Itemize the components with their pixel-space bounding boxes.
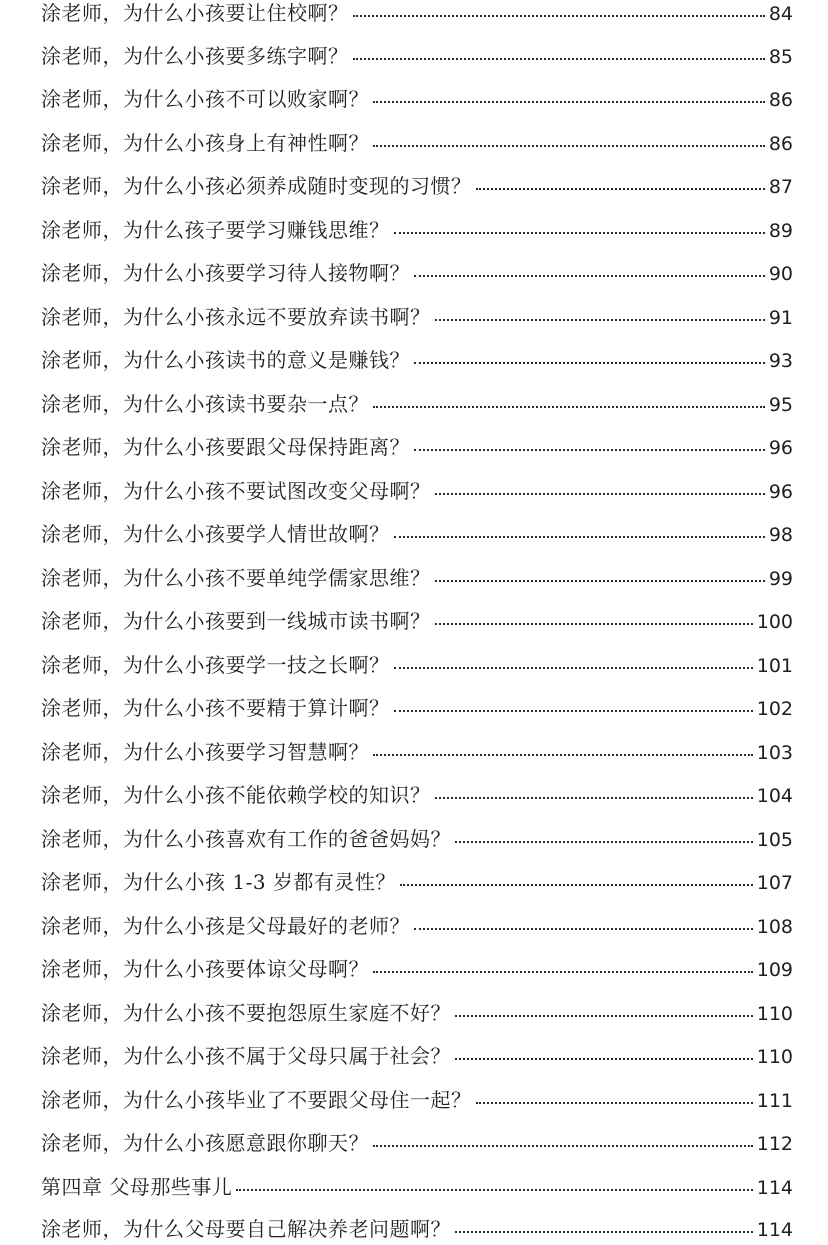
page-number: 105 (756, 829, 793, 851)
dot-leader (236, 1181, 752, 1191)
dot-leader (455, 1223, 753, 1233)
entry-title: 涂老师，为什么小孩不能依赖学校的知识？ (41, 783, 431, 807)
toc-entry (41, 911, 793, 941)
page-number: 90 (768, 263, 793, 285)
dot-leader (435, 789, 753, 799)
toc-entry (41, 563, 793, 593)
dot-leader (373, 137, 765, 147)
dot-leader (394, 528, 765, 538)
chapter-heading (41, 1172, 793, 1202)
entry-title: 涂老师，为什么小孩不要抱怨原生家庭不好？ (41, 1001, 451, 1025)
dot-leader (394, 702, 753, 712)
entry-title: 涂老师，为什么小孩要学习智慧啊？ (41, 740, 369, 764)
page-number: 100 (756, 611, 793, 633)
toc-entry (41, 1041, 793, 1071)
page-number: 103 (756, 742, 793, 764)
page-number: 84 (768, 3, 793, 25)
page-number: 112 (756, 1133, 793, 1155)
entry-title: 涂老师，为什么小孩要多练字啊？ (41, 44, 349, 68)
page-number: 111 (756, 1090, 793, 1112)
dot-leader (414, 354, 765, 364)
entry-title: 涂老师，为什么小孩要到一线城市读书啊？ (41, 609, 431, 633)
page-number: 114 (756, 1219, 793, 1241)
page-number: 86 (768, 133, 793, 155)
dot-leader (414, 441, 765, 451)
page-number: 96 (768, 481, 793, 503)
entry-title: 第四章 父母那些事儿 (41, 1175, 233, 1199)
entry-title: 涂老师，为什么小孩不可以败家啊？ (41, 87, 369, 111)
toc-entry (41, 867, 793, 897)
toc-entry (41, 693, 793, 723)
page-number: 102 (756, 698, 793, 720)
toc-entry (41, 171, 793, 201)
entry-title: 涂老师，为什么小孩不要单纯学儒家思维？ (41, 566, 431, 590)
entry-title: 涂老师，为什么小孩要学人情世故啊？ (41, 522, 390, 546)
toc-entry (41, 345, 793, 375)
entry-title: 涂老师，为什么小孩是父母最好的老师？ (41, 914, 410, 938)
dot-leader (435, 572, 765, 582)
dot-leader (414, 920, 753, 930)
dot-leader (435, 311, 765, 321)
dot-leader (373, 1137, 753, 1147)
entry-title: 涂老师，为什么小孩不要试图改变父母啊？ (41, 479, 431, 503)
dot-leader (373, 963, 753, 973)
toc-entry (41, 0, 793, 28)
page-number: 107 (756, 872, 793, 894)
page-number: 114 (756, 1177, 793, 1199)
toc-entry (41, 780, 793, 810)
toc-entry (41, 41, 793, 71)
toc-entry (41, 476, 793, 506)
page-number: 91 (768, 307, 793, 329)
toc-entry (41, 389, 793, 419)
page-number: 99 (768, 568, 793, 590)
page-number: 108 (756, 916, 793, 938)
dot-leader (353, 7, 765, 17)
dot-leader (435, 615, 753, 625)
dot-leader (373, 746, 753, 756)
dot-leader (394, 224, 765, 234)
entry-title: 涂老师，为什么小孩要让住校啊？ (41, 1, 349, 25)
dot-leader (476, 1094, 753, 1104)
dot-leader (455, 1050, 753, 1060)
dot-leader (455, 1007, 753, 1017)
entry-title: 涂老师，为什么父母要自己解决养老问题啊？ (41, 1217, 451, 1241)
dot-leader (476, 180, 765, 190)
entry-title: 涂老师，为什么小孩身上有神性啊？ (41, 131, 369, 155)
toc-entry (41, 302, 793, 332)
entry-title: 涂老师，为什么小孩读书要杂一点？ (41, 392, 369, 416)
dot-leader (455, 833, 753, 843)
page-number: 110 (756, 1046, 793, 1068)
toc-entry (41, 1214, 793, 1244)
entry-title: 涂老师，为什么小孩永远不要放弃读书啊？ (41, 305, 431, 329)
toc-entry (41, 1128, 793, 1158)
page-number: 89 (768, 220, 793, 242)
toc-entry (41, 1085, 793, 1115)
dot-leader (435, 485, 765, 495)
page-number: 85 (768, 46, 793, 68)
entry-title: 涂老师，为什么小孩 1-3 岁都有灵性？ (41, 870, 396, 894)
entry-title: 涂老师，为什么小孩喜欢有工作的爸爸妈妈？ (41, 827, 451, 851)
toc-entry (41, 84, 793, 114)
dot-leader (414, 267, 765, 277)
page-number: 95 (768, 394, 793, 416)
toc-entry (41, 258, 793, 288)
dot-leader (394, 659, 753, 669)
entry-title: 涂老师，为什么孩子要学习赚钱思维？ (41, 218, 390, 242)
toc-entry (41, 215, 793, 245)
toc-entry (41, 606, 793, 636)
dot-leader (353, 50, 765, 60)
toc-entry (41, 519, 793, 549)
toc-entry (41, 432, 793, 462)
toc-entry (41, 737, 793, 767)
entry-title: 涂老师，为什么小孩必须养成随时变现的习惯？ (41, 174, 472, 198)
page-number: 86 (768, 89, 793, 111)
page-number: 98 (768, 524, 793, 546)
page-number: 109 (756, 959, 793, 981)
page-number: 101 (756, 655, 793, 677)
entry-title: 涂老师，为什么小孩不属于父母只属于社会？ (41, 1044, 451, 1068)
page-number: 104 (756, 785, 793, 807)
entry-title: 涂老师，为什么小孩毕业了不要跟父母住一起？ (41, 1088, 472, 1112)
entry-title: 涂老师，为什么小孩要体谅父母啊？ (41, 957, 369, 981)
dot-leader (373, 398, 765, 408)
toc-entry (41, 954, 793, 984)
entry-title: 涂老师，为什么小孩要学一技之长啊？ (41, 653, 390, 677)
toc-entry (41, 998, 793, 1028)
entry-title: 涂老师，为什么小孩不要精于算计啊？ (41, 696, 390, 720)
page-number: 87 (768, 176, 793, 198)
toc-entry (41, 650, 793, 680)
toc-entry (41, 824, 793, 854)
entry-title: 涂老师，为什么小孩愿意跟你聊天？ (41, 1131, 369, 1155)
toc-entry (41, 128, 793, 158)
page-number: 93 (768, 350, 793, 372)
page-number: 96 (768, 437, 793, 459)
dot-leader (373, 93, 765, 103)
dot-leader (400, 876, 753, 886)
entry-title: 涂老师，为什么小孩要跟父母保持距离？ (41, 435, 410, 459)
entry-title: 涂老师，为什么小孩要学习待人接物啊？ (41, 261, 410, 285)
page-number: 110 (756, 1003, 793, 1025)
entry-title: 涂老师，为什么小孩读书的意义是赚钱？ (41, 348, 410, 372)
